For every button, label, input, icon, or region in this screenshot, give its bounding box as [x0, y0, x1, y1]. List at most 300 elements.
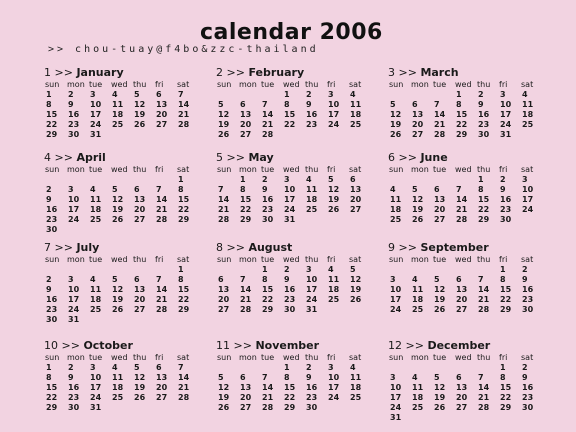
date-cell: 14 — [262, 110, 274, 119]
date-empty — [432, 363, 454, 373]
date-cell: 2 — [306, 90, 312, 99]
weekday-label: tue — [433, 80, 447, 89]
date-cell: 13 — [434, 195, 446, 204]
date-cell: 31 — [306, 305, 318, 314]
date-cell: 14 — [478, 383, 490, 392]
date-cell: 12 — [390, 110, 402, 119]
date-cell: 28 — [240, 305, 252, 314]
weekday-label: sun — [389, 80, 404, 89]
date-empty — [388, 265, 410, 275]
date-cell: 28 — [156, 215, 168, 224]
date-cell: 26 — [218, 403, 230, 412]
date-cell: 22 — [456, 120, 468, 129]
date-cell: 28 — [456, 215, 468, 224]
date-cell: 17 — [306, 285, 318, 294]
date-cell: 28 — [178, 120, 190, 129]
date-cell: 14 — [456, 195, 468, 204]
date-cell: 4 — [90, 275, 96, 284]
weekday-label: fri — [327, 353, 336, 362]
weekday-label: wed — [455, 80, 472, 89]
date-cell: 20 — [240, 393, 252, 402]
date-empty — [66, 175, 88, 185]
date-cell: 4 — [350, 363, 356, 372]
date-cell: 16 — [46, 205, 58, 214]
date-cell: 3 — [284, 175, 290, 184]
date-cell: 2 — [284, 265, 290, 274]
date-cell: 15 — [456, 110, 468, 119]
date-cell: 1 — [500, 363, 506, 372]
date-cell: 22 — [478, 205, 490, 214]
date-cell: 5 — [434, 373, 440, 382]
month-name: May — [248, 151, 274, 164]
date-cell: 26 — [328, 205, 340, 214]
date-cell: 19 — [434, 295, 446, 304]
weekday-label: mon — [239, 255, 257, 264]
date-empty — [260, 90, 282, 100]
date-cell: 11 — [412, 285, 424, 294]
month-number: 1 >> — [44, 66, 77, 79]
month-april — [44, 150, 216, 240]
weekday-label: mon — [239, 80, 257, 89]
month-header — [388, 338, 560, 353]
date-cell: 1 — [262, 265, 268, 274]
date-cell: 18 — [112, 110, 124, 119]
weekday-label: sun — [217, 353, 232, 362]
month-header — [216, 150, 388, 165]
date-cell: 10 — [90, 373, 102, 382]
month-header — [44, 338, 216, 353]
date-grid — [388, 90, 560, 140]
date-cell: 25 — [350, 393, 362, 402]
date-cell: 25 — [306, 205, 318, 214]
date-cell: 28 — [262, 130, 274, 139]
date-empty — [110, 265, 132, 275]
weekday-label: fri — [327, 255, 336, 264]
month-number: 7 >> — [44, 241, 77, 254]
date-cell: 18 — [90, 295, 102, 304]
weekday-label: mon — [239, 165, 257, 174]
date-cell: 27 — [456, 305, 468, 314]
weekday-row — [44, 353, 216, 363]
date-cell: 29 — [500, 305, 512, 314]
date-cell: 23 — [284, 295, 296, 304]
date-cell: 25 — [90, 305, 102, 314]
month-number: 10 >> — [44, 339, 84, 352]
date-empty — [454, 175, 476, 185]
date-cell: 21 — [456, 205, 468, 214]
date-cell: 31 — [90, 403, 102, 412]
date-cell: 11 — [112, 373, 124, 382]
date-empty — [388, 363, 410, 373]
month-header — [388, 65, 560, 80]
date-cell: 10 — [90, 100, 102, 109]
date-cell: 22 — [500, 295, 512, 304]
weekday-row — [44, 165, 216, 175]
date-cell: 26 — [390, 130, 402, 139]
date-empty — [238, 265, 260, 275]
weekday-label: fri — [499, 353, 508, 362]
date-cell: 3 — [306, 265, 312, 274]
date-cell: 3 — [68, 275, 74, 284]
date-cell: 25 — [412, 403, 424, 412]
date-cell: 23 — [478, 120, 490, 129]
date-empty — [454, 265, 476, 275]
date-cell: 11 — [306, 185, 318, 194]
date-cell: 31 — [90, 130, 102, 139]
weekday-label: fri — [499, 80, 508, 89]
date-cell: 16 — [522, 383, 534, 392]
date-cell: 9 — [522, 373, 528, 382]
date-cell: 19 — [390, 120, 402, 129]
weekday-label: sun — [389, 165, 404, 174]
date-cell: 4 — [350, 90, 356, 99]
weekday-label: sat — [521, 80, 534, 89]
date-cell: 2 — [46, 275, 52, 284]
date-cell: 22 — [240, 205, 252, 214]
date-cell: 15 — [178, 195, 190, 204]
date-cell: 5 — [328, 175, 334, 184]
weekday-label: wed — [455, 255, 472, 264]
date-cell: 5 — [218, 100, 224, 109]
date-grid — [216, 90, 388, 140]
date-cell: 4 — [390, 185, 396, 194]
date-cell: 2 — [478, 90, 484, 99]
date-cell: 4 — [412, 373, 418, 382]
date-cell: 27 — [218, 305, 230, 314]
date-cell: 14 — [156, 285, 168, 294]
date-cell: 25 — [390, 215, 402, 224]
date-cell: 5 — [112, 275, 118, 284]
weekday-label: wed — [111, 353, 128, 362]
date-cell: 10 — [522, 185, 534, 194]
date-cell: 29 — [46, 130, 58, 139]
date-cell: 9 — [522, 275, 528, 284]
date-cell: 24 — [90, 120, 102, 129]
date-cell: 16 — [262, 195, 274, 204]
date-cell: 6 — [134, 275, 140, 284]
date-cell: 31 — [390, 413, 402, 422]
date-cell: 7 — [218, 185, 224, 194]
date-cell: 3 — [90, 363, 96, 372]
date-empty — [88, 175, 110, 185]
weekday-label: mon — [411, 353, 429, 362]
date-cell: 13 — [412, 110, 424, 119]
date-empty — [410, 265, 432, 275]
date-cell: 14 — [478, 285, 490, 294]
date-cell: 3 — [390, 373, 396, 382]
date-cell: 12 — [412, 195, 424, 204]
date-cell: 29 — [456, 130, 468, 139]
date-empty — [154, 265, 176, 275]
weekday-label: sat — [177, 165, 190, 174]
date-cell: 30 — [478, 130, 490, 139]
date-cell: 4 — [522, 90, 528, 99]
date-cell: 15 — [284, 110, 296, 119]
weekday-label: sat — [349, 165, 362, 174]
date-empty — [132, 265, 154, 275]
date-cell: 21 — [218, 205, 230, 214]
weekday-label: thu — [133, 255, 147, 264]
date-cell: 15 — [500, 383, 512, 392]
date-empty — [66, 265, 88, 275]
date-cell: 31 — [68, 315, 80, 324]
date-cell: 15 — [46, 383, 58, 392]
date-cell: 19 — [134, 383, 146, 392]
date-cell: 26 — [134, 393, 146, 402]
date-cell: 10 — [390, 285, 402, 294]
date-grid — [388, 265, 560, 315]
weekday-label: fri — [327, 80, 336, 89]
weekday-label: wed — [111, 165, 128, 174]
weekday-label: thu — [305, 255, 319, 264]
month-number: 11 >> — [216, 339, 256, 352]
date-cell: 24 — [90, 393, 102, 402]
date-cell: 14 — [240, 285, 252, 294]
date-cell: 2 — [306, 363, 312, 372]
date-cell: 7 — [178, 363, 184, 372]
date-empty — [238, 90, 260, 100]
date-cell: 1 — [284, 90, 290, 99]
month-number: 2 >> — [216, 66, 249, 79]
date-cell: 7 — [262, 373, 268, 382]
date-cell: 27 — [412, 130, 424, 139]
month-header — [44, 65, 216, 80]
date-empty — [432, 90, 454, 100]
date-cell: 7 — [456, 185, 462, 194]
month-name: February — [248, 66, 305, 79]
weekday-label: tue — [261, 255, 275, 264]
month-number: 12 >> — [388, 339, 428, 352]
date-cell: 11 — [90, 195, 102, 204]
weekday-label: fri — [155, 255, 164, 264]
date-cell: 7 — [262, 100, 268, 109]
date-cell: 13 — [456, 285, 468, 294]
month-july — [44, 240, 216, 338]
date-cell: 26 — [434, 305, 446, 314]
date-cell: 1 — [478, 175, 484, 184]
month-number: 6 >> — [388, 151, 421, 164]
date-cell: 23 — [68, 393, 80, 402]
date-cell: 27 — [434, 215, 446, 224]
calendar-grid — [44, 65, 574, 429]
month-name: October — [83, 339, 133, 352]
weekday-label: sat — [521, 255, 534, 264]
month-number: 9 >> — [388, 241, 421, 254]
date-cell: 30 — [284, 305, 296, 314]
date-cell: 29 — [240, 215, 252, 224]
date-cell: 3 — [90, 90, 96, 99]
date-grid — [388, 363, 560, 423]
date-cell: 8 — [46, 100, 52, 109]
date-cell: 19 — [350, 285, 362, 294]
date-cell: 13 — [218, 285, 230, 294]
date-cell: 22 — [284, 393, 296, 402]
month-january — [44, 65, 216, 150]
weekday-label: thu — [477, 255, 491, 264]
date-cell: 12 — [134, 373, 146, 382]
date-cell: 15 — [262, 285, 274, 294]
date-cell: 8 — [478, 185, 484, 194]
date-cell: 15 — [500, 285, 512, 294]
date-grid — [216, 175, 388, 225]
date-cell: 3 — [68, 185, 74, 194]
date-cell: 9 — [284, 275, 290, 284]
date-cell: 20 — [134, 295, 146, 304]
date-cell: 10 — [284, 185, 296, 194]
date-cell: 20 — [456, 393, 468, 402]
date-cell: 5 — [434, 275, 440, 284]
date-cell: 5 — [412, 185, 418, 194]
date-cell: 5 — [218, 373, 224, 382]
date-cell: 4 — [412, 275, 418, 284]
month-name: January — [76, 66, 124, 79]
weekday-label: wed — [111, 255, 128, 264]
date-cell: 18 — [522, 110, 534, 119]
weekday-label: sun — [389, 255, 404, 264]
weekday-label: sat — [521, 165, 534, 174]
date-cell: 25 — [112, 120, 124, 129]
date-cell: 18 — [306, 195, 318, 204]
month-may — [216, 150, 388, 240]
date-cell: 12 — [434, 383, 446, 392]
weekday-label: thu — [477, 165, 491, 174]
weekday-label: wed — [455, 165, 472, 174]
date-cell: 19 — [218, 120, 230, 129]
weekday-row — [216, 165, 388, 175]
date-cell: 14 — [178, 373, 190, 382]
date-empty — [432, 175, 454, 185]
weekday-label: fri — [155, 353, 164, 362]
weekday-label: sun — [217, 255, 232, 264]
weekday-label: thu — [305, 165, 319, 174]
date-cell: 9 — [46, 195, 52, 204]
date-cell: 1 — [284, 363, 290, 372]
date-empty — [216, 363, 238, 373]
weekday-label: thu — [133, 80, 147, 89]
date-grid — [44, 265, 216, 325]
date-cell: 11 — [90, 285, 102, 294]
date-cell: 24 — [306, 295, 318, 304]
date-cell: 4 — [328, 265, 334, 274]
date-cell: 20 — [134, 205, 146, 214]
weekday-label: wed — [283, 255, 300, 264]
date-cell: 27 — [240, 403, 252, 412]
date-cell: 19 — [328, 195, 340, 204]
date-cell: 6 — [218, 275, 224, 284]
date-grid — [44, 90, 216, 140]
date-cell: 3 — [328, 90, 334, 99]
date-cell: 19 — [112, 295, 124, 304]
weekday-label: fri — [155, 165, 164, 174]
date-cell: 18 — [90, 205, 102, 214]
date-cell: 20 — [456, 295, 468, 304]
date-cell: 6 — [412, 100, 418, 109]
date-cell: 26 — [134, 120, 146, 129]
date-empty — [216, 90, 238, 100]
date-cell: 10 — [68, 285, 80, 294]
date-cell: 10 — [68, 195, 80, 204]
date-cell: 12 — [112, 195, 124, 204]
date-cell: 20 — [434, 205, 446, 214]
date-cell: 15 — [284, 383, 296, 392]
month-name: November — [255, 339, 320, 352]
date-cell: 30 — [46, 225, 58, 234]
date-cell: 27 — [456, 403, 468, 412]
date-cell: 18 — [328, 285, 340, 294]
date-cell: 10 — [328, 373, 340, 382]
date-cell: 10 — [328, 100, 340, 109]
date-cell: 4 — [112, 90, 118, 99]
month-header — [216, 65, 388, 80]
date-grid — [44, 363, 216, 413]
weekday-label: sun — [45, 353, 60, 362]
date-cell: 6 — [240, 100, 246, 109]
date-cell: 12 — [350, 275, 362, 284]
date-cell: 6 — [456, 275, 462, 284]
date-cell: 25 — [412, 305, 424, 314]
date-cell: 21 — [262, 120, 274, 129]
date-cell: 21 — [434, 120, 446, 129]
date-cell: 17 — [390, 393, 402, 402]
month-september — [388, 240, 560, 338]
date-cell: 1 — [178, 265, 184, 274]
weekday-label: tue — [261, 80, 275, 89]
date-cell: 23 — [68, 120, 80, 129]
date-cell: 21 — [240, 295, 252, 304]
date-cell: 16 — [68, 383, 80, 392]
date-cell: 28 — [478, 403, 490, 412]
date-cell: 8 — [284, 373, 290, 382]
month-november — [216, 338, 388, 429]
date-cell: 13 — [134, 195, 146, 204]
date-cell: 16 — [284, 285, 296, 294]
weekday-label: sun — [389, 353, 404, 362]
date-cell: 9 — [306, 100, 312, 109]
date-cell: 24 — [328, 393, 340, 402]
date-cell: 1 — [178, 175, 184, 184]
date-cell: 3 — [328, 363, 334, 372]
weekday-row — [388, 80, 560, 90]
date-cell: 1 — [46, 363, 52, 372]
date-cell: 22 — [46, 393, 58, 402]
weekday-row — [216, 255, 388, 265]
date-grid — [216, 265, 388, 315]
date-cell: 21 — [156, 295, 168, 304]
date-cell: 25 — [112, 393, 124, 402]
date-cell: 22 — [500, 393, 512, 402]
page-title: calendar 2006 — [200, 20, 383, 45]
date-cell: 12 — [134, 100, 146, 109]
date-cell: 4 — [306, 175, 312, 184]
date-cell: 11 — [112, 100, 124, 109]
date-cell: 20 — [240, 120, 252, 129]
date-cell: 15 — [46, 110, 58, 119]
date-cell: 10 — [500, 100, 512, 109]
date-empty — [410, 175, 432, 185]
date-cell: 26 — [434, 403, 446, 412]
date-cell: 3 — [500, 90, 506, 99]
month-header — [216, 240, 388, 255]
date-cell: 5 — [350, 265, 356, 274]
date-cell: 2 — [46, 185, 52, 194]
date-cell: 30 — [262, 215, 274, 224]
date-cell: 9 — [262, 185, 268, 194]
date-cell: 25 — [350, 120, 362, 129]
date-empty — [432, 265, 454, 275]
date-cell: 3 — [390, 275, 396, 284]
date-cell: 8 — [178, 185, 184, 194]
date-cell: 27 — [156, 393, 168, 402]
